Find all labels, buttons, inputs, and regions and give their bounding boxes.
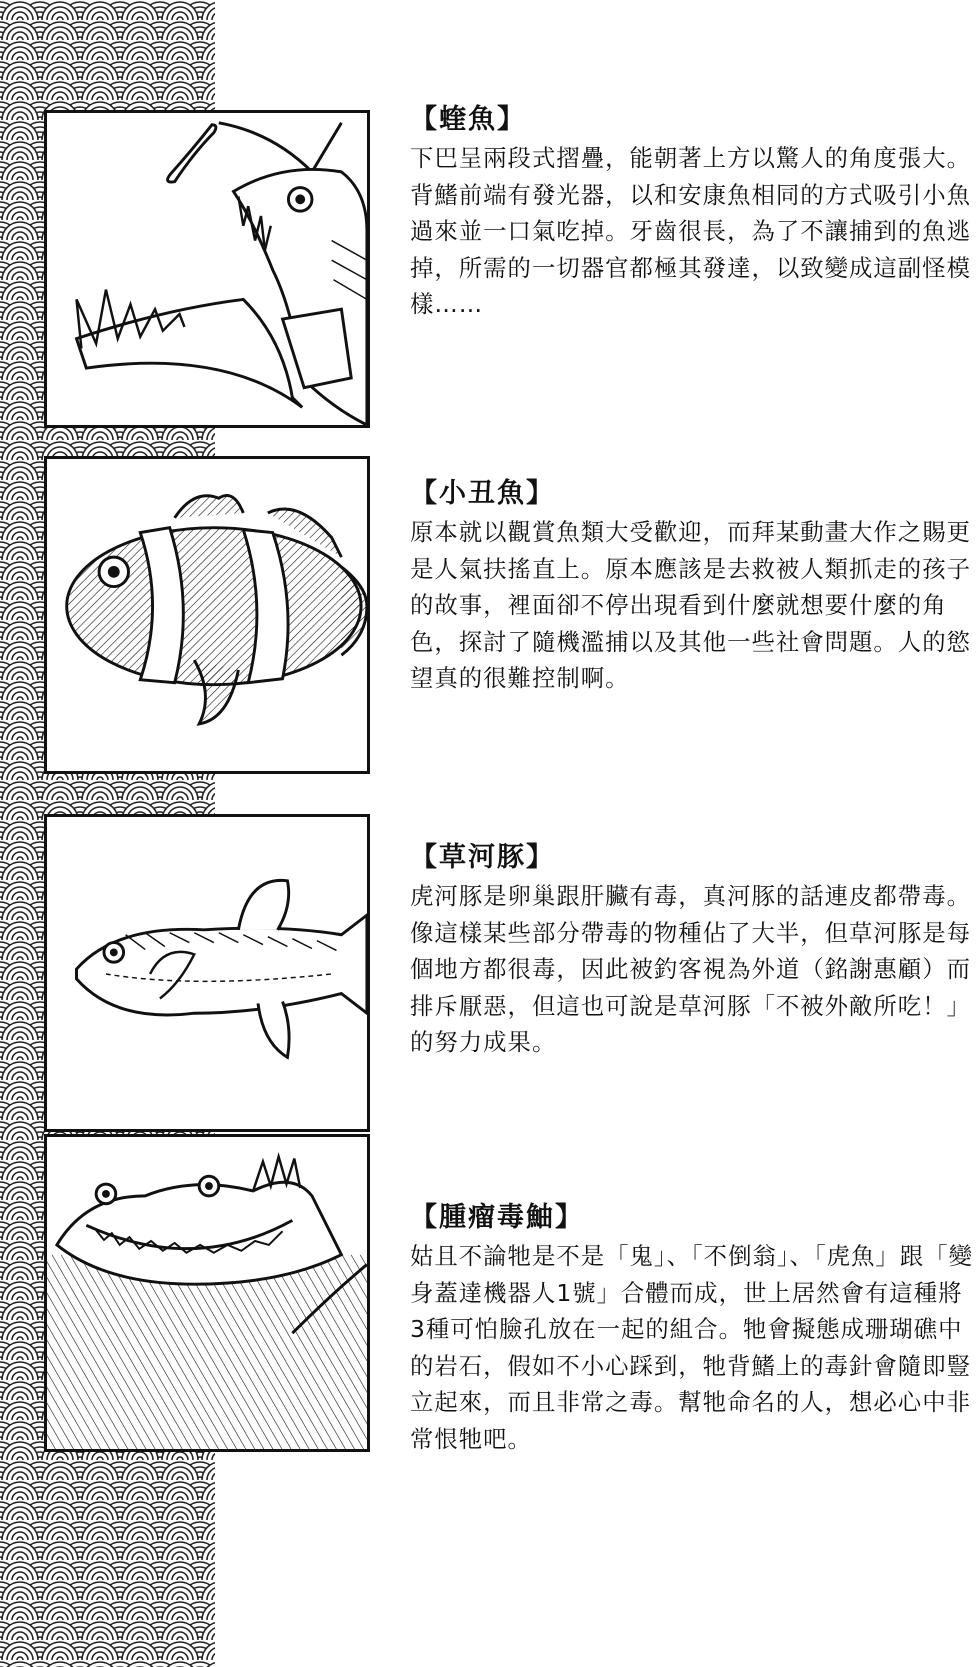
clownfish-entry xyxy=(410,476,976,697)
clownfish-illustration xyxy=(44,456,370,774)
grass-puffer-entry xyxy=(410,840,976,1061)
viperfish-drawing xyxy=(47,113,367,425)
entry-title: 【草河豚】 xyxy=(410,842,555,873)
grass-puffer-illustration xyxy=(44,814,370,1132)
entry-title: 【腫瘤毒鮋】 xyxy=(410,1202,584,1233)
entry-body: 虎河豚是卵巢跟肝臟有毒，真河豚的話連皮都帶毒。像這樣某些部分帶毒的物種佔了大半，但草河豚是每個地方都很毒，因此被釣客視為外道（銘謝惠顧）而排斥厭惡，但這也可說是草河豚「不被外敵所吃！」的努力成果。 xyxy=(410,882,971,1056)
entry-title: 【小丑魚】 xyxy=(410,478,555,509)
entry-body: 下巴呈兩段式摺疊，能朝著上方以驚人的角度張大。背鰭前端有發光器，以和安康魚相同的方式吸引小魚過來並一口氣吃掉。牙齒很長，為了不讓捕到的魚逃掉，所需的一切器官都極其發達，以致變成這副怪模樣…… xyxy=(410,144,971,318)
entry-body: 姑且不論牠是不是「鬼」、「不倒翁」、「虎魚」跟「變身蓋達機器人1號」合體而成，世上居然會有這種將3種可怕臉孔放在一起的組合。牠會擬態成珊瑚礁中的岩石，假如不小心踩到，牠背鰭上的毒針會隨即豎立起來，而且非常之毒。幫牠命名的人，想必心中非常恨牠吧。 xyxy=(410,1242,973,1453)
grass-puffer-drawing xyxy=(47,817,367,1129)
entry-title: 【蝰魚】 xyxy=(410,104,526,135)
entry-body: 原本就以觀賞魚類大受歡迎，而拜某動畫大作之賜更是人氣扶搖直上。原本應該是去救被人類抓走的孩子的故事，裡面卻不停出現看到什麼就想要什麼的角色，探討了隨機濫捕以及其他一些社會問題。人的慾望真的很難控制啊。 xyxy=(410,518,971,692)
stonefish-illustration xyxy=(44,1134,370,1452)
viperfish-entry xyxy=(410,102,976,323)
viperfish-illustration xyxy=(44,110,370,428)
stonefish-drawing xyxy=(47,1137,367,1449)
clownfish-drawing xyxy=(47,459,367,771)
stonefish-entry xyxy=(410,1200,976,1457)
